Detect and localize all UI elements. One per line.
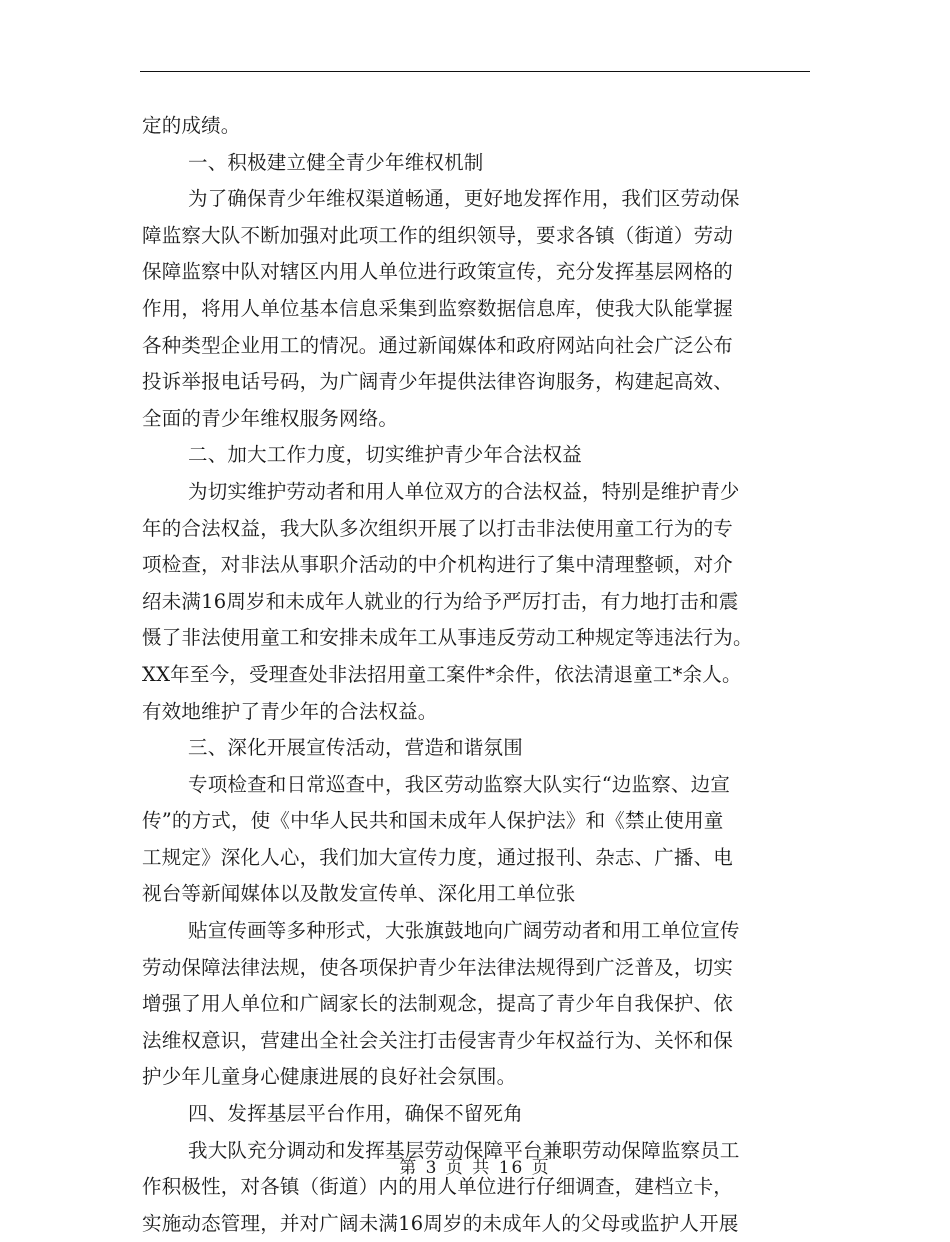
text-line: 定的成绩。: [142, 114, 241, 137]
text-line: 二、加大工作力度，切实维护青少年合法权益: [188, 443, 583, 467]
text-line: 劳动保障法律法规，使各项保护青少年法律法规得到广泛普及，切实: [142, 955, 734, 979]
text-line: 保障监察中队对辖区内用人单位进行政策宣传，充分发挥基层网格的: [142, 260, 734, 284]
text-line: 实施动态管理，并对广阔未满16周岁的未成年人的父母或监护人开展: [142, 1211, 739, 1235]
text-line: XX年至今，受理查处非法招用童工案件*余件，依法清退童工*余人。: [142, 662, 742, 686]
text-line: 有效地维护了青少年的合法权益。: [142, 699, 438, 723]
page-footer: 第 3 页 共 16 页: [399, 1158, 551, 1178]
text-line: 专项检查和日常巡查中，我区劳动监察大队实行“边监察、边宣: [188, 772, 731, 796]
text-line: 慑了非法使用童工和安排未成年工从事违反劳动工种规定等违法行为。: [142, 626, 753, 650]
text-line: 法维权意识，营建出全社会关注打击侵害青少年权益行为、关怀和保: [142, 1028, 734, 1052]
text-line: 全面的青少年维权服务网络。: [142, 406, 399, 430]
text-line: 增强了用人单位和广阔家长的法制观念，提高了青少年自我保护、依: [142, 992, 734, 1016]
text-line: 障监察大队不断加强对此项工作的组织领导，要求各镇（街道）劳动: [142, 223, 734, 247]
text-line: 各种类型企业用工的情况。通过新闻媒体和政府网站向社会广泛公布: [142, 333, 734, 357]
text-line: 工规定》深化人心，我们加大宣传力度，通过报刊、杂志、广播、电: [142, 845, 734, 869]
text-line: 为了确保青少年维权渠道畅通，更好地发挥作用，我们区劳动保: [188, 187, 740, 211]
text-line: 我大队充分调动和发挥基层劳动保障平台兼职劳动保障监察员工: [188, 1138, 740, 1162]
text-line: 投诉举报电话号码，为广阔青少年提供法律咨询服务，构建起高效、: [142, 370, 734, 394]
text-line: 贴宣传画等多种形式，大张旗鼓地向广阔劳动者和用工单位宣传: [188, 919, 740, 943]
text-line: 绍未满16周岁和未成年人就业的行为给予严厉打击，有力地打击和震: [142, 589, 739, 613]
document-body: [142, 108, 812, 1242]
text-line: 四、发挥基层平台作用，确保不留死角: [188, 1102, 523, 1126]
text-line: 项检查，对非法从事职介活动的中介机构进行了集中清理整顿，对介: [142, 553, 734, 577]
text-line: 传”的方式，使《中华人民共和国未成年人保护法》和《禁止使用童: [142, 809, 724, 833]
text-line: 为切实维护劳动者和用人单位双方的合法权益，特别是维护青少: [188, 479, 740, 503]
text-line: 作积极性，对各镇（街道）内的用人单位进行仔细调查，建档立卡，: [142, 1175, 734, 1199]
text-line: 年的合法权益，我大队多次组织开展了以打击非法使用童工行为的专: [142, 516, 734, 540]
text-line: 一、积极建立健全青少年维权机制: [188, 150, 484, 174]
text-line: 视台等新闻媒体以及散发宣传单、深化用工单位张: [142, 882, 576, 906]
text-line: 作用，将用人单位基本信息采集到监察数据信息库，使我大队能掌握: [142, 296, 734, 320]
header-rule: [140, 71, 810, 72]
text-line: 护少年儿童身心健康进展的良好社会氛围。: [142, 1065, 517, 1089]
text-line: 三、深化开展宣传活动，营造和谐氛围: [188, 736, 523, 760]
